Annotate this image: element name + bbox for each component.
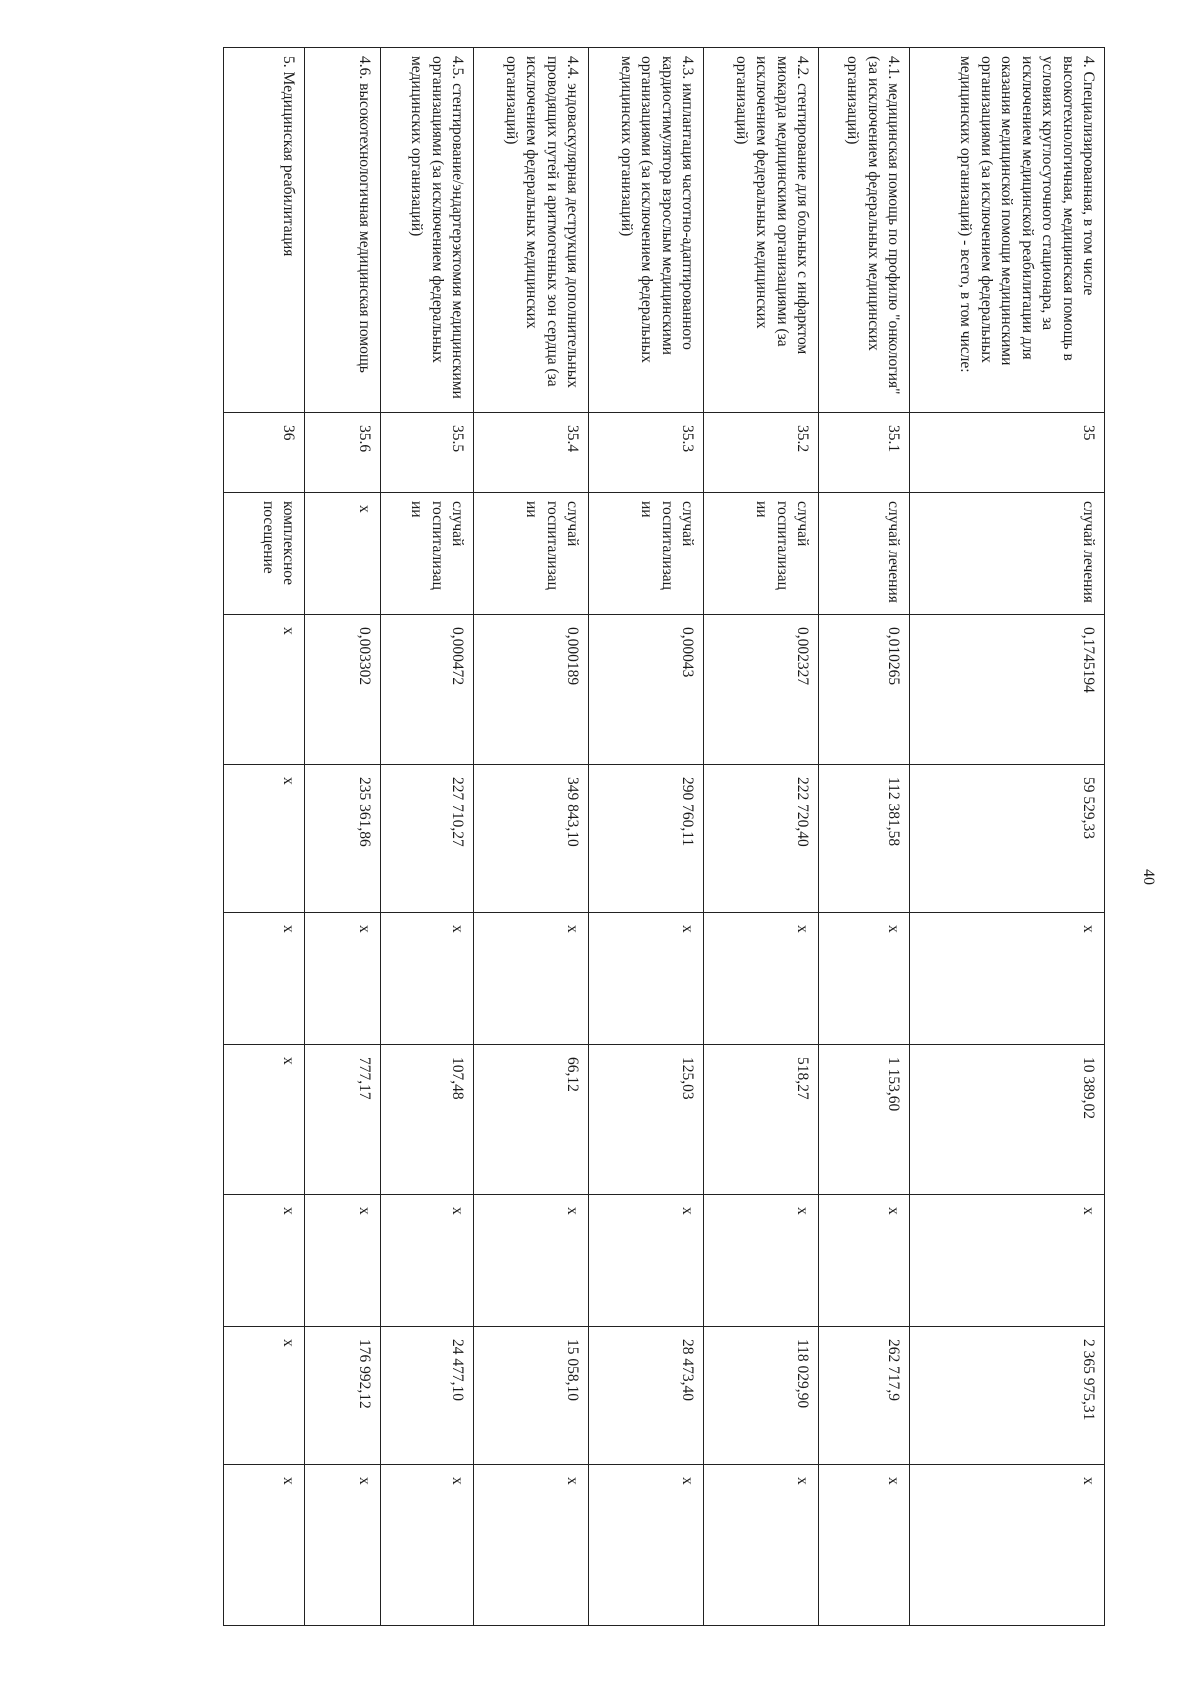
row-value: 262 717,9 — [819, 1327, 910, 1465]
row-value: 235 361,86 — [305, 765, 381, 913]
row-value: x — [224, 913, 305, 1045]
row-value: x — [381, 1195, 474, 1327]
row-name: 4.3. имплантация частотно-адаптированного кардиостимулятора взрослым медицинскими организациями (за исключением федеральных медицинских организаций) — [589, 48, 704, 413]
row-code: 35.6 — [305, 413, 381, 493]
row-unit: случай лечения — [910, 493, 1105, 615]
rotated-page — [130, 47, 1105, 1625]
row-value: x — [224, 1465, 305, 1626]
row-value: 125,03 — [589, 1045, 704, 1195]
row-value: x — [910, 1195, 1105, 1327]
row-value: 15 058,10 — [474, 1327, 589, 1465]
row-code: 35.2 — [704, 413, 819, 493]
row-value: 0,000472 — [381, 615, 474, 765]
row-unit: случай госпитализац ии — [474, 493, 589, 615]
row-code: 35.3 — [589, 413, 704, 493]
row-value: 1 153,60 — [819, 1045, 910, 1195]
row-value: x — [381, 1465, 474, 1626]
table-row — [474, 48, 589, 1626]
row-value: x — [224, 1327, 305, 1465]
row-value: x — [910, 1465, 1105, 1626]
row-value: 0,1745194 — [910, 615, 1105, 765]
row-value: 518,27 — [704, 1045, 819, 1195]
row-value: 112 381,58 — [819, 765, 910, 913]
table-row — [819, 48, 910, 1626]
row-unit: случай лечения — [819, 493, 910, 615]
row-value: x — [819, 1465, 910, 1626]
row-value: x — [474, 1195, 589, 1327]
row-value: 777,17 — [305, 1045, 381, 1195]
table-row — [910, 48, 1105, 1626]
row-name: 4.4. эндоваскулярная деструкция дополнительных проводящих путей и аритмогенных зон сердца (за исключением федеральных медицинских организаций) — [474, 48, 589, 413]
row-unit: случай госпитализац ии — [381, 493, 474, 615]
row-value: 28 473,40 — [589, 1327, 704, 1465]
row-value: x — [704, 1195, 819, 1327]
row-code: 35.4 — [474, 413, 589, 493]
row-value: 59 529,33 — [910, 765, 1105, 913]
row-value: x — [305, 913, 381, 1045]
row-value: x — [589, 913, 704, 1045]
row-value: 176 992,12 — [305, 1327, 381, 1465]
row-value: 222 720,40 — [704, 765, 819, 913]
row-value: x — [224, 1195, 305, 1327]
row-name: 5. Медицинская реабилитация — [224, 48, 305, 413]
row-unit: x — [305, 493, 381, 615]
row-value: 0,00043 — [589, 615, 704, 765]
row-value: 349 843,10 — [474, 765, 589, 913]
row-value: x — [224, 1045, 305, 1195]
row-value: 0,000189 — [474, 615, 589, 765]
row-value: x — [224, 615, 305, 765]
row-code: 35.1 — [819, 413, 910, 493]
table-row — [589, 48, 704, 1626]
row-unit: случай госпитализац ии — [704, 493, 819, 615]
row-value: 2 365 975,31 — [910, 1327, 1105, 1465]
row-value: 66,12 — [474, 1045, 589, 1195]
row-value: x — [704, 913, 819, 1045]
row-value: x — [910, 913, 1105, 1045]
table-row — [224, 48, 305, 1626]
row-value: 24 477,10 — [381, 1327, 474, 1465]
row-value: 10 389,02 — [910, 1045, 1105, 1195]
row-value: x — [589, 1465, 704, 1626]
row-value: 0,003302 — [305, 615, 381, 765]
row-value: x — [305, 1465, 381, 1626]
table-row — [305, 48, 381, 1626]
row-value: x — [224, 765, 305, 913]
row-code: 35.5 — [381, 413, 474, 493]
row-name: 4.6. высокотехнологичная медицинская помощь — [305, 48, 381, 413]
row-value: x — [474, 913, 589, 1045]
row-value: x — [704, 1465, 819, 1626]
row-value: x — [474, 1465, 589, 1626]
row-value: 227 710,27 — [381, 765, 474, 913]
row-value: 0,010265 — [819, 615, 910, 765]
row-value: x — [305, 1195, 381, 1327]
financing-table — [223, 47, 1105, 1626]
row-code: 35 — [910, 413, 1105, 493]
row-name: 4. Специализированная, в том числе высокотехнологичная, медицинская помощь в условиях круглосуточного стационара, за исключением медицинской реабилитации для оказания медицинской помощи медицинскими организациями (за исключением федеральных медицинских организаций) - всего, в том числе: — [910, 48, 1105, 413]
row-name: 4.2. стентирование для больных с инфарктом миокарда медицинскими организациями (за исключением федеральных медицинских организаций) — [704, 48, 819, 413]
row-value: 290 760,11 — [589, 765, 704, 913]
row-value: x — [381, 913, 474, 1045]
table-row — [704, 48, 819, 1626]
table-row — [381, 48, 474, 1626]
row-unit: комплексное посещение — [224, 493, 305, 615]
row-value: 118 029,90 — [704, 1327, 819, 1465]
row-code: 36 — [224, 413, 305, 493]
row-name: 4.5. стентирование/эндартерэктомия медицинскими организациями (за исключением федеральных медицинских организаций) — [381, 48, 474, 413]
row-name: 4.1. медицинская помощь по профилю "онкология" (за исключением федеральных медицинских организаций) — [819, 48, 910, 413]
page-number: 40 — [1140, 869, 1157, 885]
row-value: x — [819, 1195, 910, 1327]
row-value: x — [589, 1195, 704, 1327]
row-value: 107,48 — [381, 1045, 474, 1195]
row-value: 0,002327 — [704, 615, 819, 765]
row-value: x — [819, 913, 910, 1045]
row-unit: случай госпитализац ии — [589, 493, 704, 615]
